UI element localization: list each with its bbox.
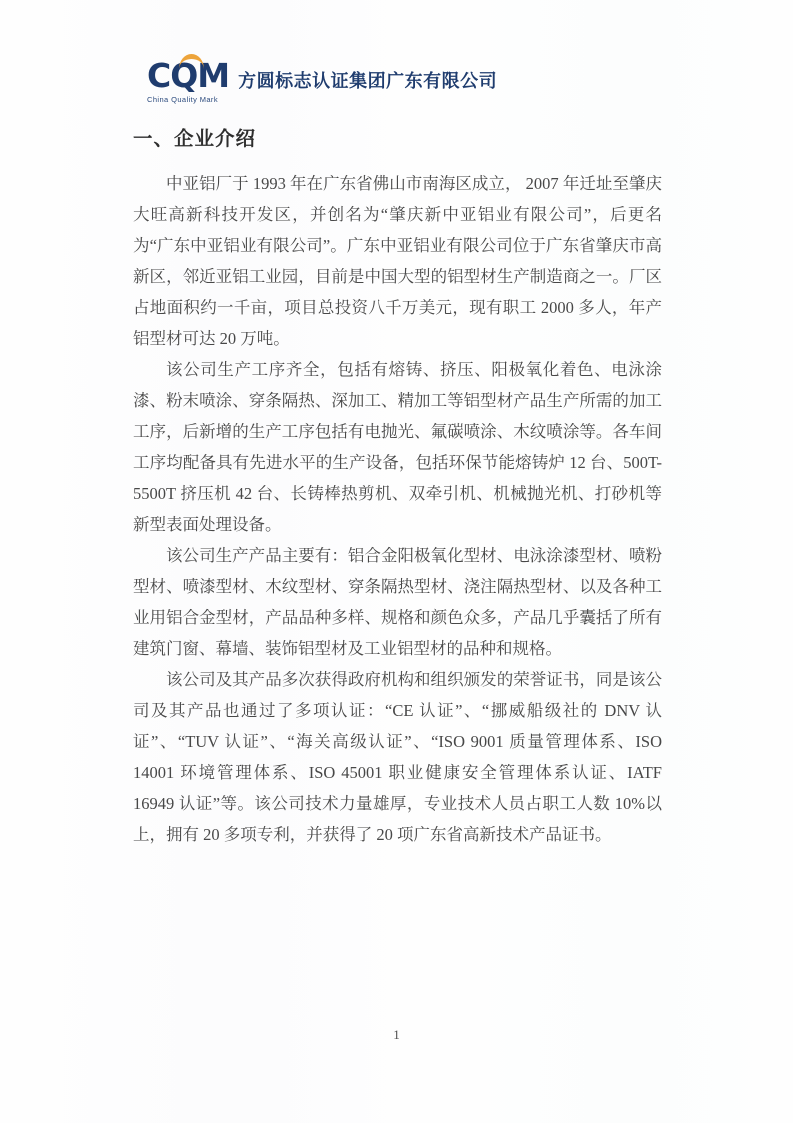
cqm-logo-text: CQM bbox=[147, 56, 230, 95]
paragraph: 该公司生产工序齐全，包括有熔铸、挤压、阳极氧化着色、电泳涂漆、粉末喷涂、穿条隔热、深加工、精加工等铝型材产品生产所需的加工工序，后新增的生产工序包括有电抛光、氟碳喷涂、木纹喷涂等。各车间工序均配备具有先进水平的生产设备，包括环保节能熔铸炉 12 台、500T-5500T 挤压机 42 台、长铸棒热剪机、双牵引机、机械抛光机、打砂机等新型表面处理设备。 bbox=[133, 360, 662, 534]
paragraph: 中亚铝厂于 1993 年在广东省佛山市南海区成立， 2007 年迁址至肇庆大旺高新科技开发区，并创名为“肇庆新中亚铝业有限公司”，后更名为“广东中亚铝业有限公司”。广东中亚铝业有限公司位于广东省肇庆市高新区，邻近亚铝工业园，目前是中国大型的铝型材生产制造商之一。厂区占地面积约一千亩，项目总投资八千万美元，现有职工 2000 多人，年产铝型材可达 20 万吨。 bbox=[133, 174, 662, 348]
cqm-logo bbox=[147, 58, 229, 104]
header-logo bbox=[147, 58, 662, 104]
certification-company-name: 方圆标志认证集团广东有限公司 bbox=[238, 71, 498, 91]
page-number: 1 bbox=[393, 1027, 400, 1042]
section-heading: 一、企业介绍 bbox=[133, 129, 257, 150]
paragraph: 该公司生产产品主要有：铝合金阳极氧化型材、电泳涂漆型材、喷粉型材、喷漆型材、木纹型材、穿条隔热型材、浇注隔热型材、以及各种工业用铝合金型材，产品品种多样、规格和颜色众多，产品几乎囊括了所有建筑门窗、幕墙、装饰铝型材及工业铝型材的品种和规格。 bbox=[133, 546, 662, 658]
cqm-logo-tagline: China Quality Mark bbox=[147, 95, 218, 104]
page-content bbox=[133, 0, 662, 850]
document-body bbox=[133, 168, 662, 850]
paragraph: 该公司及其产品多次获得政府机构和组织颁发的荣誉证书，同是该公司及其产品也通过了多项认证：“CE 认证”、“挪威船级社的 DNV 认证”、“TUV 认证”、“海关高级认证”、“ISO 9001 质量管理体系、ISO 14001 环境管理体系、ISO 45001 职业健康安全管理体系认证、IATF 16949 认证”等。该公司技术力量雄厚，专业技术人员占职工人数 10%以上，拥有 20 多项专利，并获得了 20 项广东省高新技术产品证书。 bbox=[133, 670, 662, 844]
